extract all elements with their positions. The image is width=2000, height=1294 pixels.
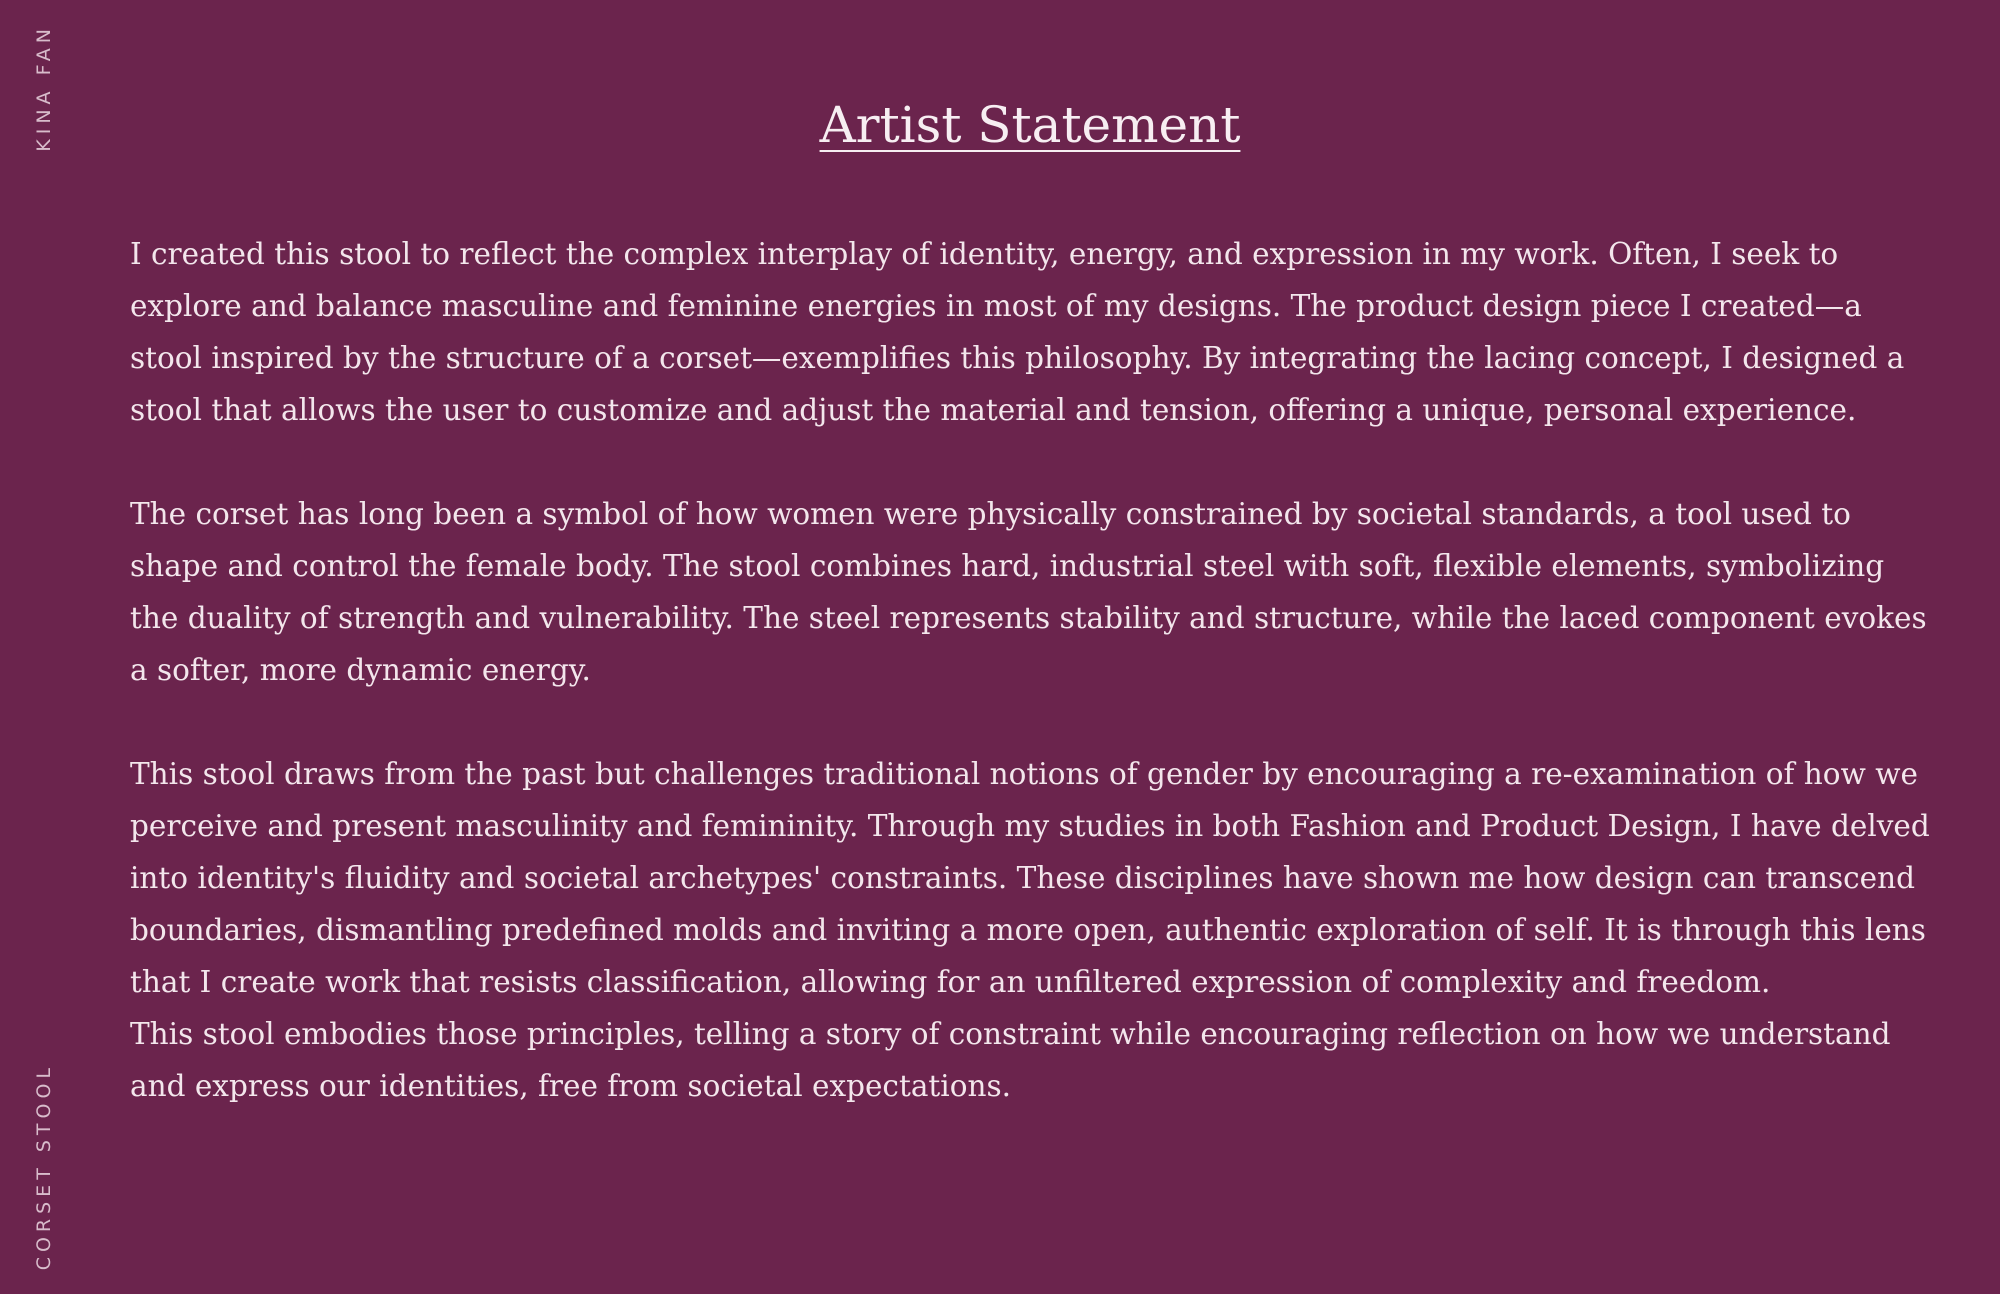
statement-paragraph-2: The corset has long been a symbol of how women were physically constrained by societal standards, a tool used to shape and control the female body. The stool combines hard, industrial steel with soft, flexible elements, symbolizing the duality of strength and vulnerability. The steel represents stability and structure, while the laced component evokes a softer, more dynamic energy. (130, 497, 1927, 687)
statement-paragraph-4: This stool embodies those principles, telling a story of constraint while encouraging reflection on how we understand and express our identities, free from societal expectations. (130, 1017, 1891, 1103)
project-name-label: CORSET STOOL (33, 1062, 55, 1270)
statement-paragraph-1: I created this stool to reflect the complex interplay of identity, energy, and expression in my work. Often, I seek to explore and balance masculine and feminine energies in most of my designs. The product design piece I created—a stool inspired by the structure of a corset—exemplifies this philosophy. By integrating the lacing concept, I designed a stool that allows the user to customize and adjust the material and tension, offering a unique, personal experience. (130, 237, 1905, 427)
page-title: Artist Statement (819, 96, 1241, 154)
artist-statement-section (130, 96, 1930, 1112)
statement-paragraph-3: This stool draws from the past but challenges traditional notions of gender by encouraging a re-examination of how we perceive and present masculinity and femininity. Through my studies in both Fashion and Product Design, I have delved into identity's fluidity and societal archetypes' constraints. These disciplines have shown me how design can transcend boundaries, dismantling predefined molds and inviting a more open, authentic exploration of self. It is through this lens that I create work that resists classification, allowing for an unfiltered expression of complexity and freedom. (130, 757, 1930, 999)
artist-name-label: KINA FAN (33, 24, 55, 152)
